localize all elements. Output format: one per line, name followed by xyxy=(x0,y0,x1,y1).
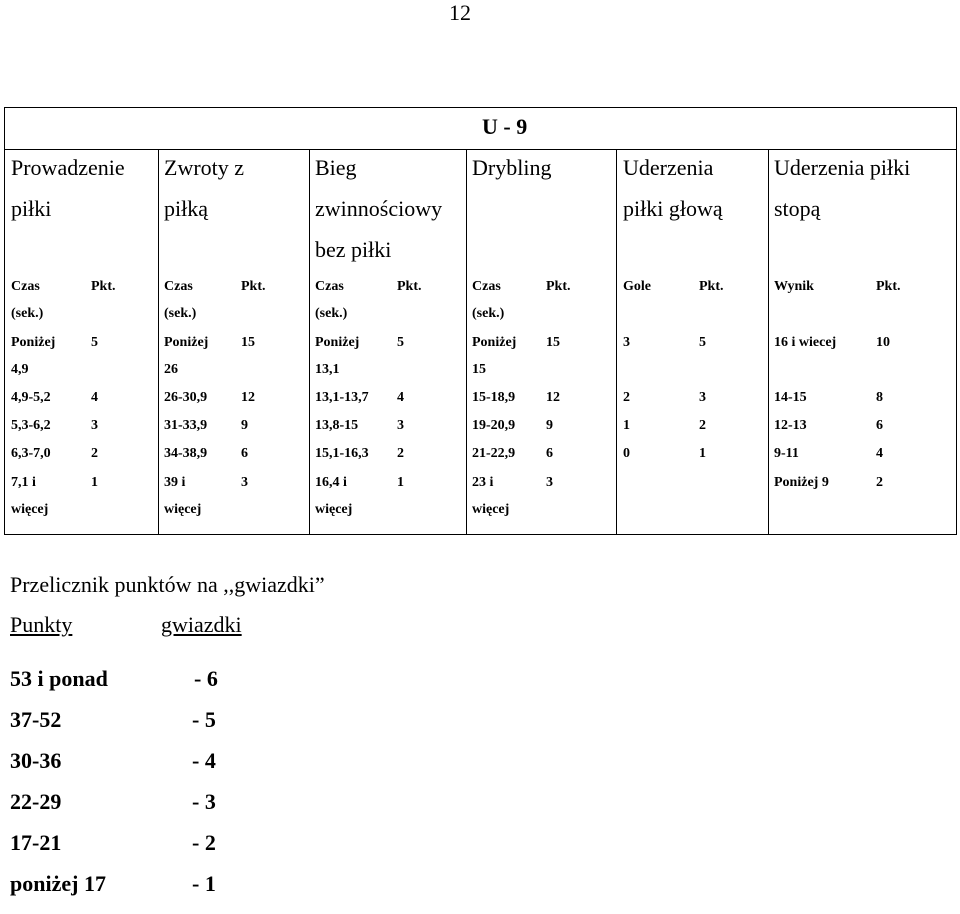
table-cell: 15 xyxy=(546,335,560,350)
table-title: U - 9 xyxy=(482,114,528,139)
column-divider xyxy=(309,149,310,534)
table-cell: 3 xyxy=(241,475,248,490)
table-cell: 6 xyxy=(876,418,883,433)
table-cell: 4 xyxy=(397,390,404,405)
subheader-cell: Pkt. xyxy=(397,279,422,294)
subheader-cell: Pkt. xyxy=(876,279,901,294)
stars-value: - 4 xyxy=(192,748,216,773)
category-header: Bieg xyxy=(315,155,357,180)
table-cell: 21-22,9 xyxy=(472,446,516,461)
table-cell: 13,1 xyxy=(315,362,340,377)
table-cell: 10 xyxy=(876,335,890,350)
stars-value: - 2 xyxy=(192,830,216,855)
stars-value: - 3 xyxy=(192,789,216,814)
table-cell: 6 xyxy=(546,446,553,461)
table-cell: 2 xyxy=(876,475,883,490)
table-cell: 6,3-7,0 xyxy=(11,446,51,461)
table-cell: 12-13 xyxy=(774,418,807,433)
table-cell: 13,8-15 xyxy=(315,418,359,433)
table-cell: 3 xyxy=(546,475,553,490)
table-cell: 3 xyxy=(699,390,706,405)
table-cell: więcej xyxy=(11,502,49,517)
column-divider xyxy=(768,149,769,534)
table-cell: 5 xyxy=(397,335,404,350)
category-header: stopą xyxy=(774,196,821,221)
subheader-cell: (sek.) xyxy=(164,306,197,321)
subheader-cell: Gole xyxy=(623,279,651,294)
table-cell: 14-15 xyxy=(774,390,807,405)
table-cell: 1 xyxy=(623,418,630,433)
points-range: 22-29 xyxy=(10,789,62,814)
category-header: Uderzenia xyxy=(623,155,714,180)
subheader-cell: Pkt. xyxy=(546,279,571,294)
table-cell: 12 xyxy=(241,390,255,405)
category-header: Zwroty z xyxy=(164,155,245,180)
points-range: 17-21 xyxy=(10,830,62,855)
table-cell: Poniżej 9 xyxy=(774,475,829,490)
subheader-cell: Pkt. xyxy=(91,279,116,294)
table-cell: 0 xyxy=(623,446,630,461)
page-number: 12 xyxy=(449,0,471,25)
table-cell: 5 xyxy=(91,335,98,350)
points-range: 30-36 xyxy=(10,748,62,773)
subheader-cell: Czas xyxy=(472,279,501,294)
table-cell: 26-30,9 xyxy=(164,390,208,405)
table-cell: 4,9-5,2 xyxy=(11,390,51,405)
points-range: 53 i ponad xyxy=(10,666,108,691)
subheader-cell: Czas xyxy=(164,279,193,294)
points-range: poniżej 17 xyxy=(10,871,106,896)
column-divider xyxy=(466,149,467,534)
table-cell: 3 xyxy=(91,418,98,433)
score-table xyxy=(4,107,957,535)
table-cell: 9 xyxy=(546,418,553,433)
table-cell: 13,1-13,7 xyxy=(315,390,369,405)
stars-value: - 5 xyxy=(192,707,216,732)
table-cell: 2 xyxy=(623,390,630,405)
points-range: 37-52 xyxy=(10,707,62,732)
subheader-cell: (sek.) xyxy=(472,306,505,321)
table-cell: 26 xyxy=(164,362,178,377)
table-cell: Poniżej xyxy=(315,335,360,350)
table-cell: 7,1 i xyxy=(11,475,36,490)
subheader-cell: Czas xyxy=(315,279,344,294)
table-cell: 19-20,9 xyxy=(472,418,516,433)
table-cell: 15-18,9 xyxy=(472,390,516,405)
table-cell: 9-11 xyxy=(774,446,799,461)
table-cell: 4 xyxy=(876,446,883,461)
table-cell: 4,9 xyxy=(11,362,29,377)
category-header: zwinnościowy xyxy=(315,196,443,221)
subheader-cell: (sek.) xyxy=(11,306,44,321)
table-cell: 1 xyxy=(397,475,404,490)
table-cell: więcej xyxy=(472,502,510,517)
category-header: Uderzenia piłki xyxy=(774,155,911,180)
table-cell: 3 xyxy=(397,418,404,433)
table-cell: 1 xyxy=(91,475,98,490)
table-cell: Poniżej xyxy=(472,335,517,350)
table-cell: Poniżej xyxy=(11,335,56,350)
table-cell: 8 xyxy=(876,390,883,405)
table-cell: 16,4 i xyxy=(315,475,347,490)
table-cell: 16 i wiecej xyxy=(774,335,837,350)
subheader-cell: Wynik xyxy=(774,279,814,294)
points-column-header: Punkty xyxy=(10,612,73,637)
category-header: Prowadzenie xyxy=(11,155,125,180)
table-cell: więcej xyxy=(164,502,202,517)
table-cell: 23 i xyxy=(472,475,494,490)
table-cell: 5,3-6,2 xyxy=(11,418,51,433)
table-cell: Poniżej xyxy=(164,335,209,350)
column-divider xyxy=(158,149,159,534)
table-cell: 3 xyxy=(623,335,630,350)
table-cell: 2 xyxy=(91,446,98,461)
stars-value: - 6 xyxy=(194,666,218,691)
converter-title: Przelicznik punktów na ,,gwiazdki” xyxy=(10,572,325,597)
table-cell: 12 xyxy=(546,390,560,405)
table-cell: 2 xyxy=(699,418,706,433)
subheader-cell: Czas xyxy=(11,279,40,294)
table-cell: 9 xyxy=(241,418,248,433)
table-cell: 2 xyxy=(397,446,404,461)
category-header: piłki głową xyxy=(623,196,723,221)
table-cell: 6 xyxy=(241,446,248,461)
table-cell: więcej xyxy=(315,502,353,517)
title-divider xyxy=(5,149,956,150)
category-header: piłką xyxy=(164,196,208,221)
table-cell: 5 xyxy=(699,335,706,350)
table-cell: 15 xyxy=(241,335,255,350)
stars-column-header: gwiazdki xyxy=(161,612,242,637)
table-cell: 39 i xyxy=(164,475,186,490)
subheader-cell: Pkt. xyxy=(241,279,266,294)
column-divider xyxy=(616,149,617,534)
table-cell: 1 xyxy=(699,446,706,461)
table-cell: 31-33,9 xyxy=(164,418,208,433)
category-header: piłki xyxy=(11,196,52,221)
category-header: bez piłki xyxy=(315,237,392,262)
table-cell: 15,1-16,3 xyxy=(315,446,369,461)
stars-value: - 1 xyxy=(192,871,216,896)
table-cell: 34-38,9 xyxy=(164,446,208,461)
table-cell: 15 xyxy=(472,362,486,377)
subheader-cell: (sek.) xyxy=(315,306,348,321)
table-cell: 4 xyxy=(91,390,98,405)
category-header: Drybling xyxy=(472,155,552,180)
subheader-cell: Pkt. xyxy=(699,279,724,294)
